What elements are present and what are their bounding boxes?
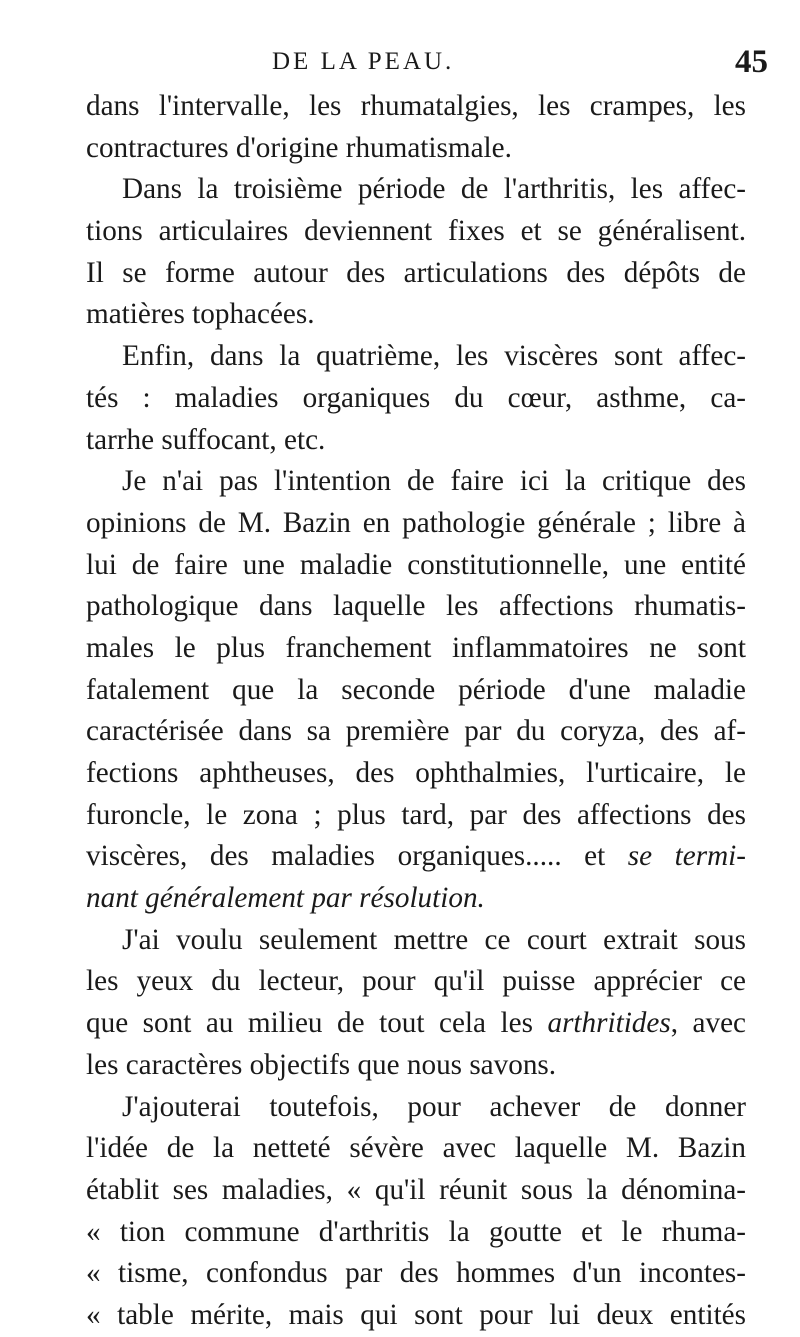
text-line: lui de faire une maladie constitutionnelle, une entité — [86, 548, 746, 581]
text-line: males le plus franchement inflammatoires ne sont — [86, 631, 746, 664]
text-line: Il se forme autour des articulations des dépôts de — [86, 256, 746, 289]
text-line: « tion commune d'arthritis la goutte et le rhuma- — [86, 1215, 746, 1248]
text-line: contractures d'origine rhumatismale. — [86, 131, 512, 164]
page-number: 45 — [735, 44, 768, 80]
text-line: les caractères objectifs que nous savons. — [86, 1048, 557, 1081]
text-line: fatalement que la seconde période d'une maladie — [86, 673, 746, 706]
text-line: Dans la troisième période de l'arthritis, les affec- — [122, 173, 746, 206]
page-header — [0, 44, 800, 84]
body-text — [86, 86, 746, 1337]
text-line: « tisme, confondus par des hommes d'un incontes- — [86, 1257, 746, 1290]
text-line: l'idée de la netteté sévère avec laquelle M. Bazin — [86, 1132, 746, 1165]
text-line: Je n'ai pas l'intention de faire ici la critique des — [122, 465, 746, 498]
text-span: viscères, des maladies organiques..... et — [86, 840, 606, 873]
text-line: dans l'intervalle, les rhumatalgies, les crampes, les — [86, 90, 746, 122]
text-line: établit ses maladies, « qu'il réunit sous la dénomina- — [86, 1173, 746, 1206]
text-line: matières tophacées. — [86, 298, 315, 331]
text-line: caractérisée dans sa première par du coryza, des af- — [86, 715, 746, 748]
text-line — [86, 1003, 746, 1045]
text-line: tions articulaires deviennent fixes et se généralisent. — [86, 215, 746, 248]
text-line — [86, 878, 746, 920]
italic-span: se termi- — [627, 840, 746, 873]
italic-span: arthritides — [547, 1007, 671, 1040]
text-line: les yeux du lecteur, pour qu'il puisse apprécier ce — [86, 965, 746, 998]
text-line: opinions de M. Bazin en pathologie générale ; libre à — [86, 506, 746, 539]
text-line: Enfin, dans la quatrième, les viscères sont affec- — [122, 340, 746, 373]
text-line — [86, 836, 746, 878]
text-line: fections aphtheuses, des ophthalmies, l'urticaire, le — [86, 757, 746, 789]
running-title: DE LA PEAU. — [272, 48, 455, 75]
text-span: , avec — [670, 1007, 746, 1040]
text-line: pathologique dans laquelle les affections rhumatis- — [86, 590, 746, 623]
text-line: tés : maladies organiques du cœur, asthme, ca- — [86, 381, 746, 414]
text-line: tarrhe suffocant, etc. — [86, 423, 326, 456]
text-line: furoncle, le zona ; plus tard, par des affections des — [86, 798, 746, 831]
text-line: « table mérite, mais qui sont pour lui deux entités — [86, 1298, 746, 1331]
text-line: J'ai voulu seulement mettre ce court extrait sous — [122, 923, 746, 956]
italic-span: nant généralement par résolution. — [86, 882, 485, 915]
text-line: J'ajouterai toutefois, pour achever de donner — [122, 1090, 746, 1123]
text-span: que sont au milieu de tout cela les — [86, 1007, 533, 1040]
